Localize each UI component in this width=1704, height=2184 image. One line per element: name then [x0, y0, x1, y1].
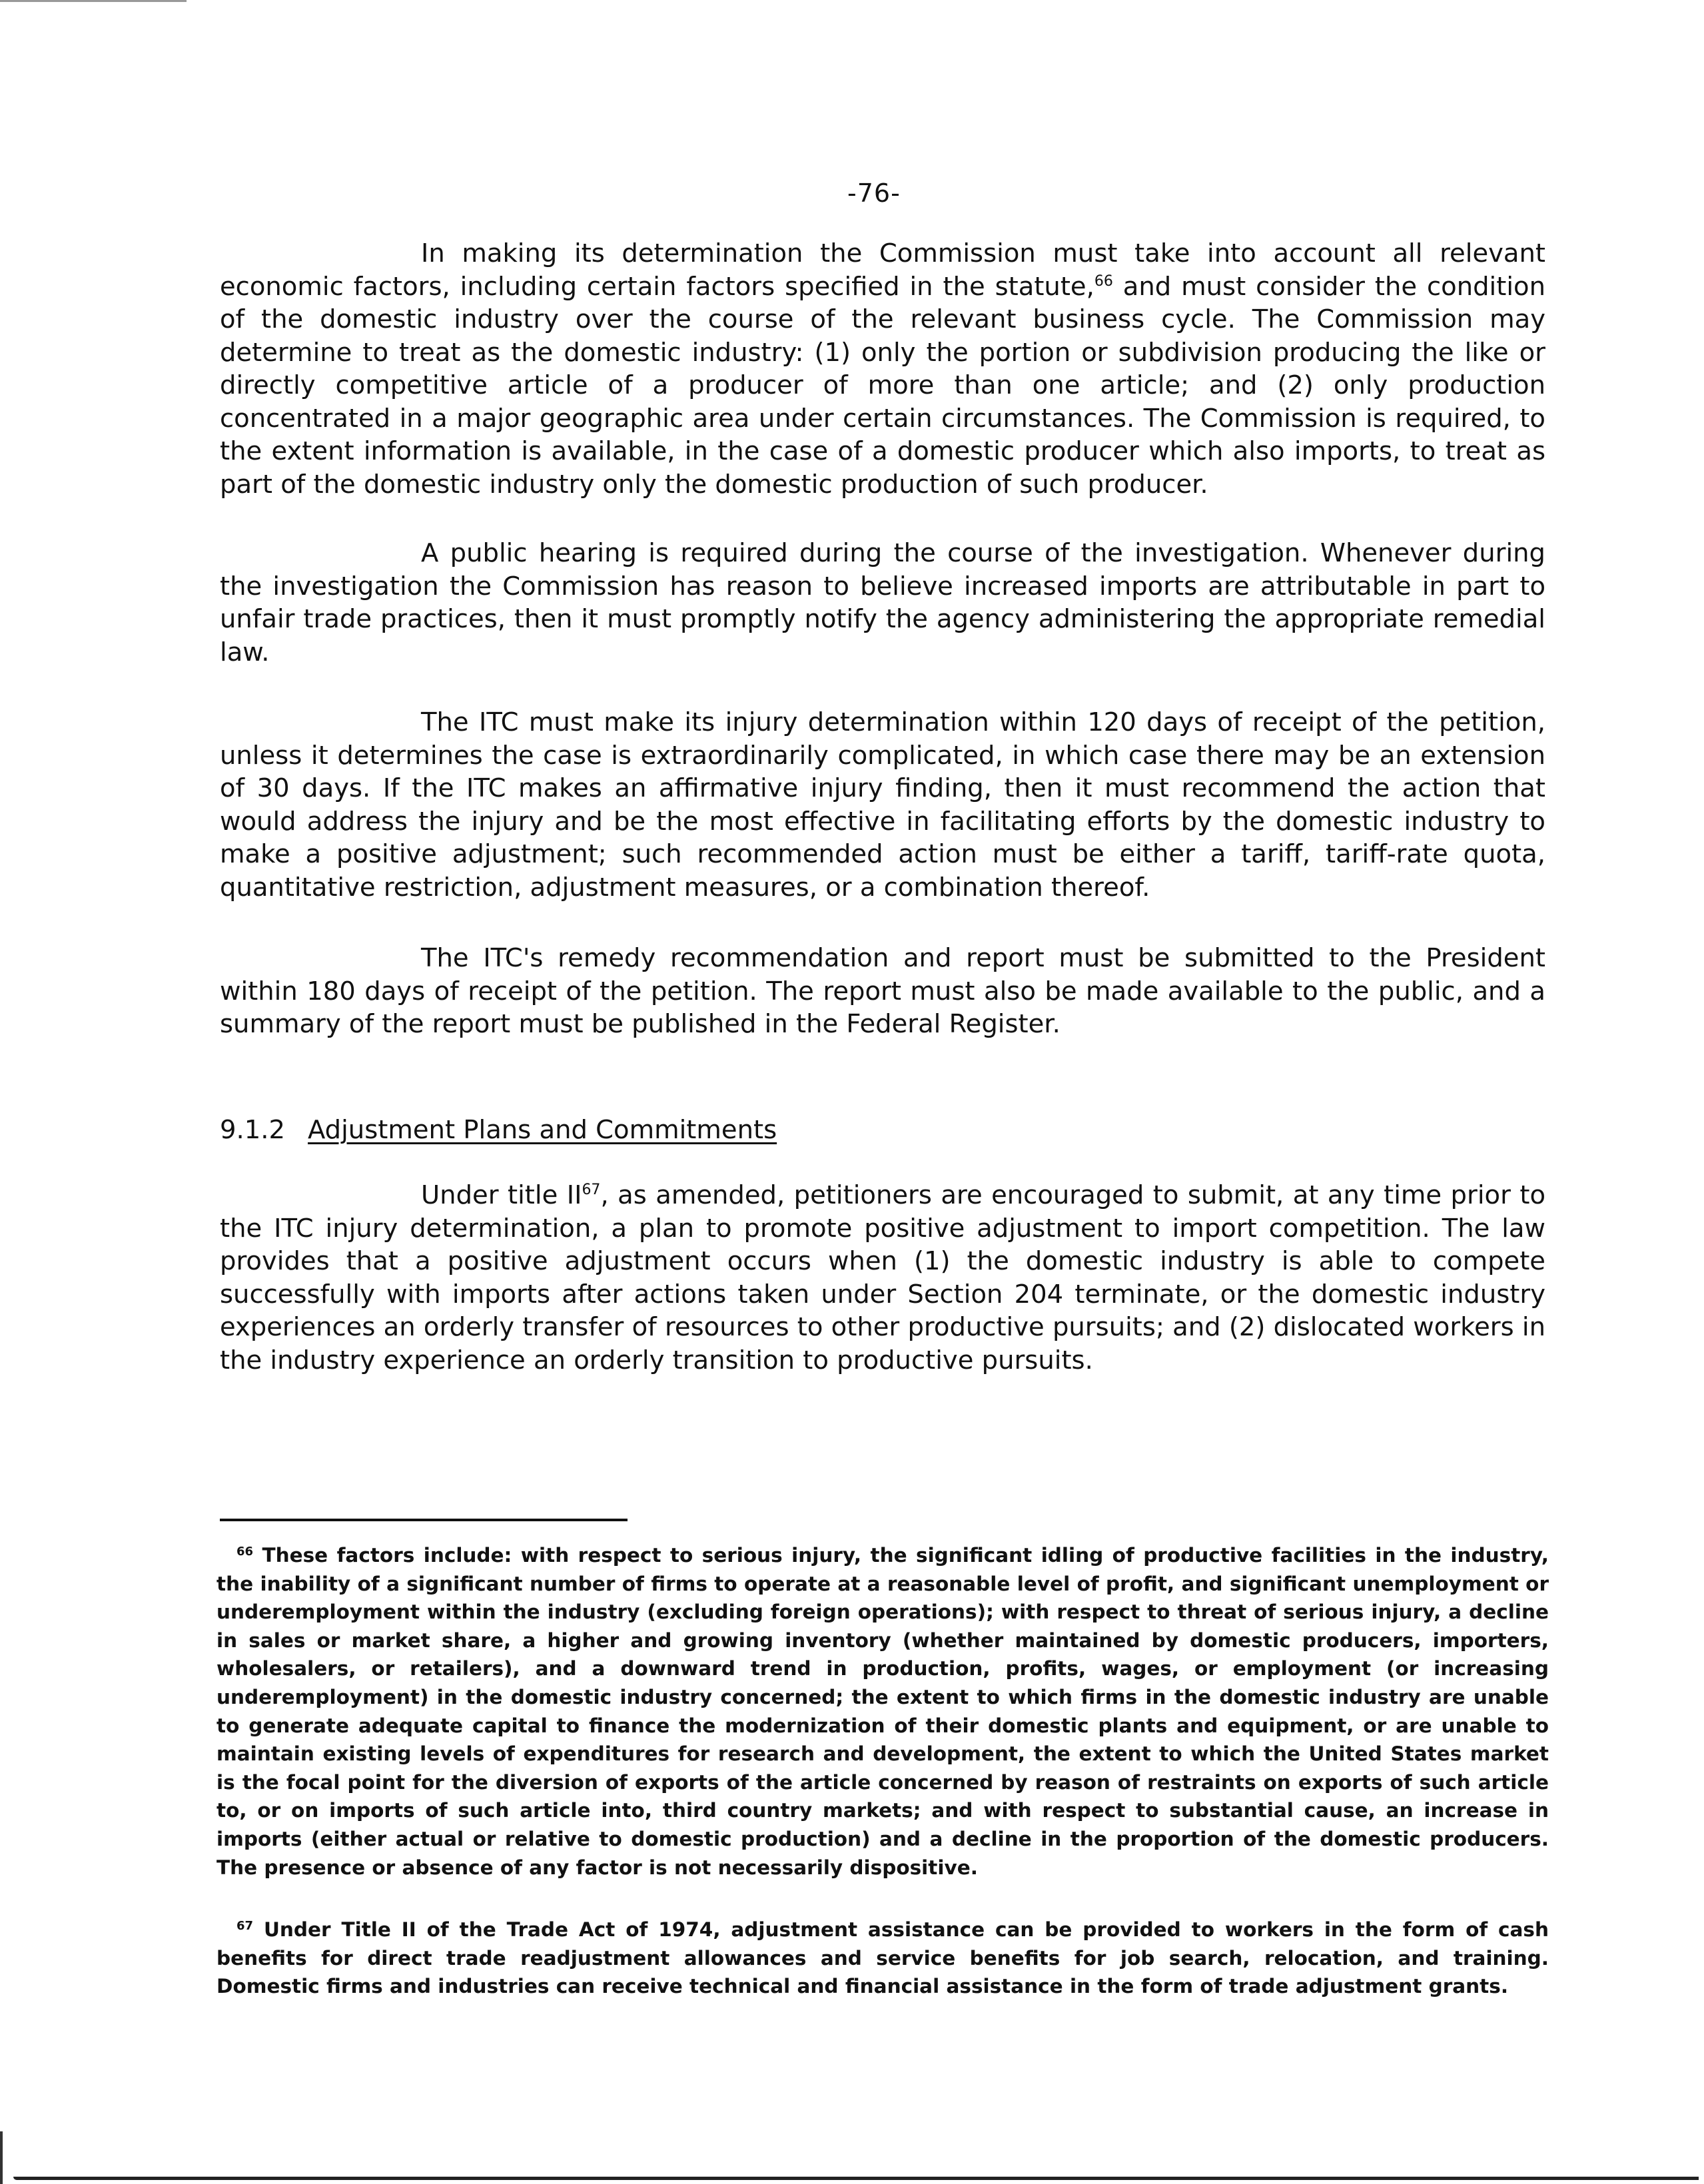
- paragraph-text-part-1: In making its determination the Commission must take into account all relevant economic factors, including certain factors specified in the statute,: [220, 238, 1545, 302]
- scan-edge-left: [0, 2131, 3, 2184]
- footnote-marker: 67: [236, 1919, 254, 1933]
- paragraph-text-part-1: Under title II: [421, 1180, 582, 1210]
- footnote-separator: [220, 1519, 628, 1521]
- paragraph-public-hearing: [220, 537, 1545, 669]
- paragraph-text-part-2: , as amended, petitioners are encouraged to submit, at any time prior to the ITC injury determination, a plan to promote positive adjustment to import competition. The law provides that a positive adjustment occurs when (1) the domestic industry is able to compete successfully with imports after actions taken under Section 204 terminate, or the domestic industry experiences an orderly transfer of resources to other productive pursuits; and (2) dislocated workers in the industry experience an orderly transition to productive pursuits.: [220, 1180, 1546, 1375]
- paragraph-text: The ITC's remedy recommendation and report must be submitted to the President within 180 days of receipt of the petition. The report must also be made available to the public, and a summary of the report must be published in the Federal Register.: [220, 943, 1545, 1039]
- footnote-marker: 66: [236, 1545, 254, 1559]
- footnote-reference-67[interactable]: 67: [582, 1182, 601, 1198]
- paragraph-remedy-recommendation: [220, 942, 1545, 1041]
- paragraph-text: A public hearing is required during the course of the investigation. Whenever during the investigation the Commission has reason to believe increased imports are attributable in part to unfair trade practices, then it must promptly notify the agency administering the appropriate remedial law.: [220, 538, 1545, 667]
- paragraph-text: The ITC must make its injury determination within 120 days of receipt of the petition, unless it determines the case is extraordinarily complicated, in which case there may be an extension of 30 days. If the ITC makes an affirmative injury finding, then it must recommend the action that would address the injury and be the most effective in facilitating efforts by the domestic industry to make a positive adjustment; such recommended action must be either a tariff, tariff-rate quota, quantitative restriction, adjustment measures, or a combination thereof.: [220, 707, 1545, 903]
- page-number: -76-: [847, 179, 901, 208]
- footnote-67: [216, 1916, 1549, 2001]
- section-heading: [220, 1114, 777, 1147]
- paragraph-commission-determination: [220, 237, 1545, 501]
- paragraph-injury-determination: [220, 706, 1545, 904]
- footnote-66: [216, 1541, 1549, 1882]
- paragraph-text-part-2: and must consider the condition of the domestic industry over the course of the relevant business cycle. The Commission may determine to treat as the domestic industry: (1) only the portion or subdivision producing the like or directly competitive article of a producer of more than one article; and (2) only production concentrated in a major geographic area under certain circumstances. The Commission is required, to the extent information is available, in the case of a domestic producer which also imports, to treat as part of the domestic industry only the domestic production of such producer.: [220, 271, 1545, 500]
- scan-edge-top: [0, 0, 187, 2]
- section-number: 9.1.2: [220, 1115, 285, 1145]
- paragraph-adjustment-plans: [220, 1179, 1545, 1377]
- footnote-text: Under Title II of the Trade Act of 1974, adjustment assistance can be provided to workers in the form of cash benefits for direct trade readjustment allowances and service benefits for job search, relocation, and training. Domestic firms and industries can receive technical and financial assistance in the form of trade adjustment grants.: [216, 1918, 1549, 1998]
- footnote-text: These factors include: with respect to serious injury, the significant idling of productive facilities in the industry, the inability of a significant number of firms to operate at a reasonable level of profit, and significant unemployment or underemployment within the industry (excluding foreign operations); with respect to threat of serious injury, a decline in sales or market share, a higher and growing inventory (whether maintained by domestic producers, importers, wholesalers, or retailers), and a downward trend in production, profits, wages, or employment (or increasing underemployment) in the domestic industry concerned; the extent to which firms in the domestic industry are unable to generate adequate capital to finance the modernization of their domestic plants and equipment, or are unable to maintain existing levels of expenditures for research and development, the extent to which the United States market is the focal point for the diversion of exports of the article concerned by reason of restraints on exports of such article to, or on imports of such article into, third country markets; and with respect to substantial cause, an increase in imports (either actual or relative to domestic production) and a decline in the proportion of the domestic producers. The presence or absence of any factor is not necessarily dispositive.: [216, 1544, 1549, 1879]
- footnote-reference-66[interactable]: 66: [1094, 272, 1113, 290]
- scan-edge-bottom: [13, 2177, 1699, 2180]
- section-title: Adjustment Plans and Commitments: [308, 1115, 777, 1145]
